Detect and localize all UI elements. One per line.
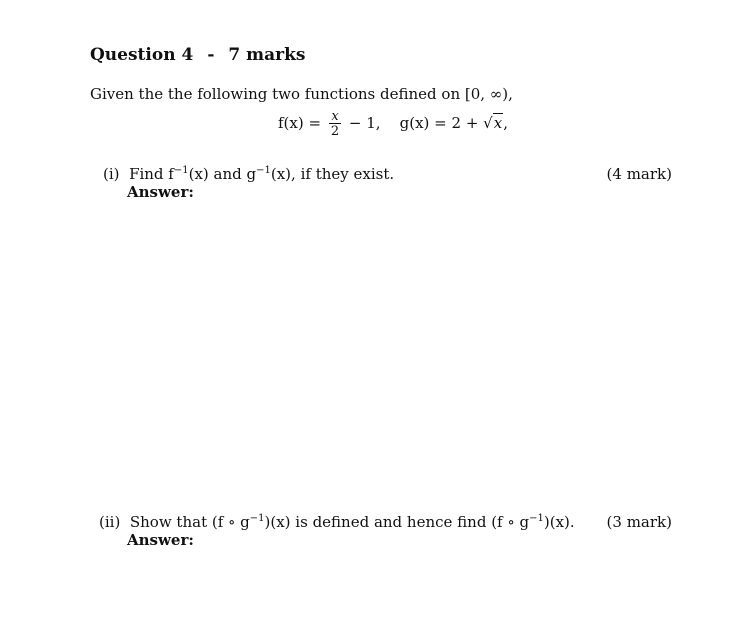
part-i-text-c: (x), if they exist.	[270, 165, 395, 183]
part-i-text-a: Find f	[129, 165, 174, 183]
part-ii-answer-label: Answer:	[127, 531, 194, 549]
part-ii-text	[99, 513, 575, 531]
function-definitions	[278, 110, 508, 138]
part-ii-text-c: )(x).	[543, 513, 575, 531]
question-number: Question 4	[90, 45, 194, 65]
part-ii-text-b: )(x) is defined and hence find (f ∘ g	[264, 513, 530, 531]
f-lhs: f(x) =	[278, 114, 322, 132]
question-heading	[90, 45, 305, 65]
question-marks: 7 marks	[228, 45, 306, 65]
part-i-text-b: (x) and g	[188, 165, 257, 183]
part-i-marks: (4 mark)	[606, 165, 672, 183]
question-separator: -	[207, 45, 215, 65]
part-ii-sup-b: −1	[529, 513, 544, 524]
f-numerator: x	[329, 110, 341, 124]
sqrt-symbol: √	[483, 114, 493, 132]
part-ii-text-a: Show that (f ∘ g	[129, 513, 250, 531]
f-rest: − 1,	[348, 114, 381, 132]
part-ii-sup-a: −1	[249, 513, 265, 524]
part-i-sup-b: −1	[256, 165, 271, 176]
part-i-label: (i)	[103, 165, 120, 183]
g-radicand: x	[493, 114, 503, 132]
part-i-answer-label: Answer:	[127, 183, 194, 201]
part-ii-marks: (3 mark)	[606, 513, 672, 531]
part-i-text	[103, 165, 394, 183]
part-i-sup-a: −1	[173, 165, 189, 176]
g-end: ,	[503, 114, 508, 132]
g-lhs: g(x) = 2 +	[399, 114, 479, 132]
part-ii-label: (ii)	[99, 513, 121, 531]
f-fraction	[329, 110, 341, 138]
intro-text: Given the the following two functions defined on [0, ∞),	[90, 85, 513, 103]
g-sqrt	[483, 114, 503, 132]
f-denominator: 2	[330, 124, 340, 139]
